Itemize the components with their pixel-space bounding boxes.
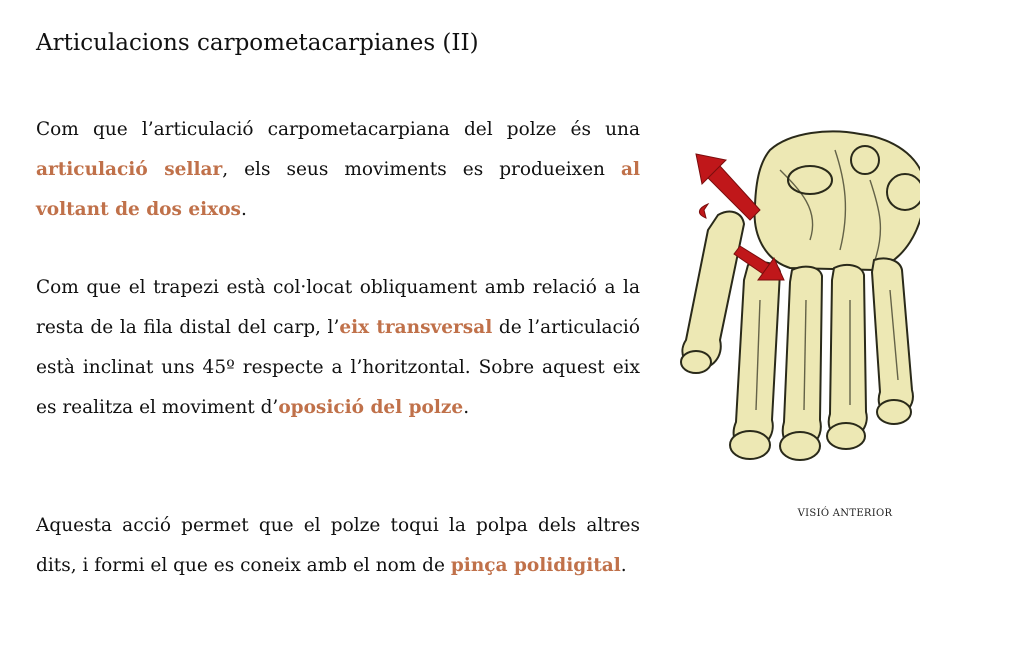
page-title: Articulacions carpometacarpianes (II) xyxy=(36,30,479,56)
highlight-term: oposició del polze xyxy=(278,397,464,418)
text: , els seus moviments es produeixen xyxy=(222,159,621,180)
highlight-term: pinça polidigital xyxy=(450,555,621,576)
metacarpal-little xyxy=(872,258,913,416)
paragraph-pinch xyxy=(36,506,640,586)
highlight-term: eix transversal xyxy=(339,317,493,338)
figure-caption: VISIÓ ANTERIOR xyxy=(797,508,893,519)
paragraph-transverse-axis xyxy=(36,268,640,428)
text: de l’articulació està inclinat uns 45º respecte a l’horitzontal. Sobre aquest eix es realitza el moviment d’ xyxy=(36,317,640,418)
text: . xyxy=(240,199,247,220)
highlight-term: al voltant de dos eixos xyxy=(36,159,640,220)
hand-bones-illustration xyxy=(660,120,920,490)
paragraph-saddle-joint xyxy=(36,110,640,230)
text: . xyxy=(620,555,627,576)
text: Com que l’articulació carpometacarpiana del polze és una xyxy=(36,119,640,140)
highlight-term: articulació sellar xyxy=(36,159,223,180)
metacarpal-thumb xyxy=(682,212,744,369)
metacarpal-index xyxy=(734,262,780,450)
text: Aquesta acció permet que el polze toqui la polpa dels altres dits, i formi el que es coneix amb el nom de xyxy=(36,515,640,576)
text: . xyxy=(463,397,470,418)
metacarpal-middle xyxy=(783,267,822,450)
metacarpal-ring xyxy=(829,265,867,440)
text: Com que el trapezi està col·locat obliquament amb relació a la resta de la fila distal del carp, l’ xyxy=(36,277,640,338)
